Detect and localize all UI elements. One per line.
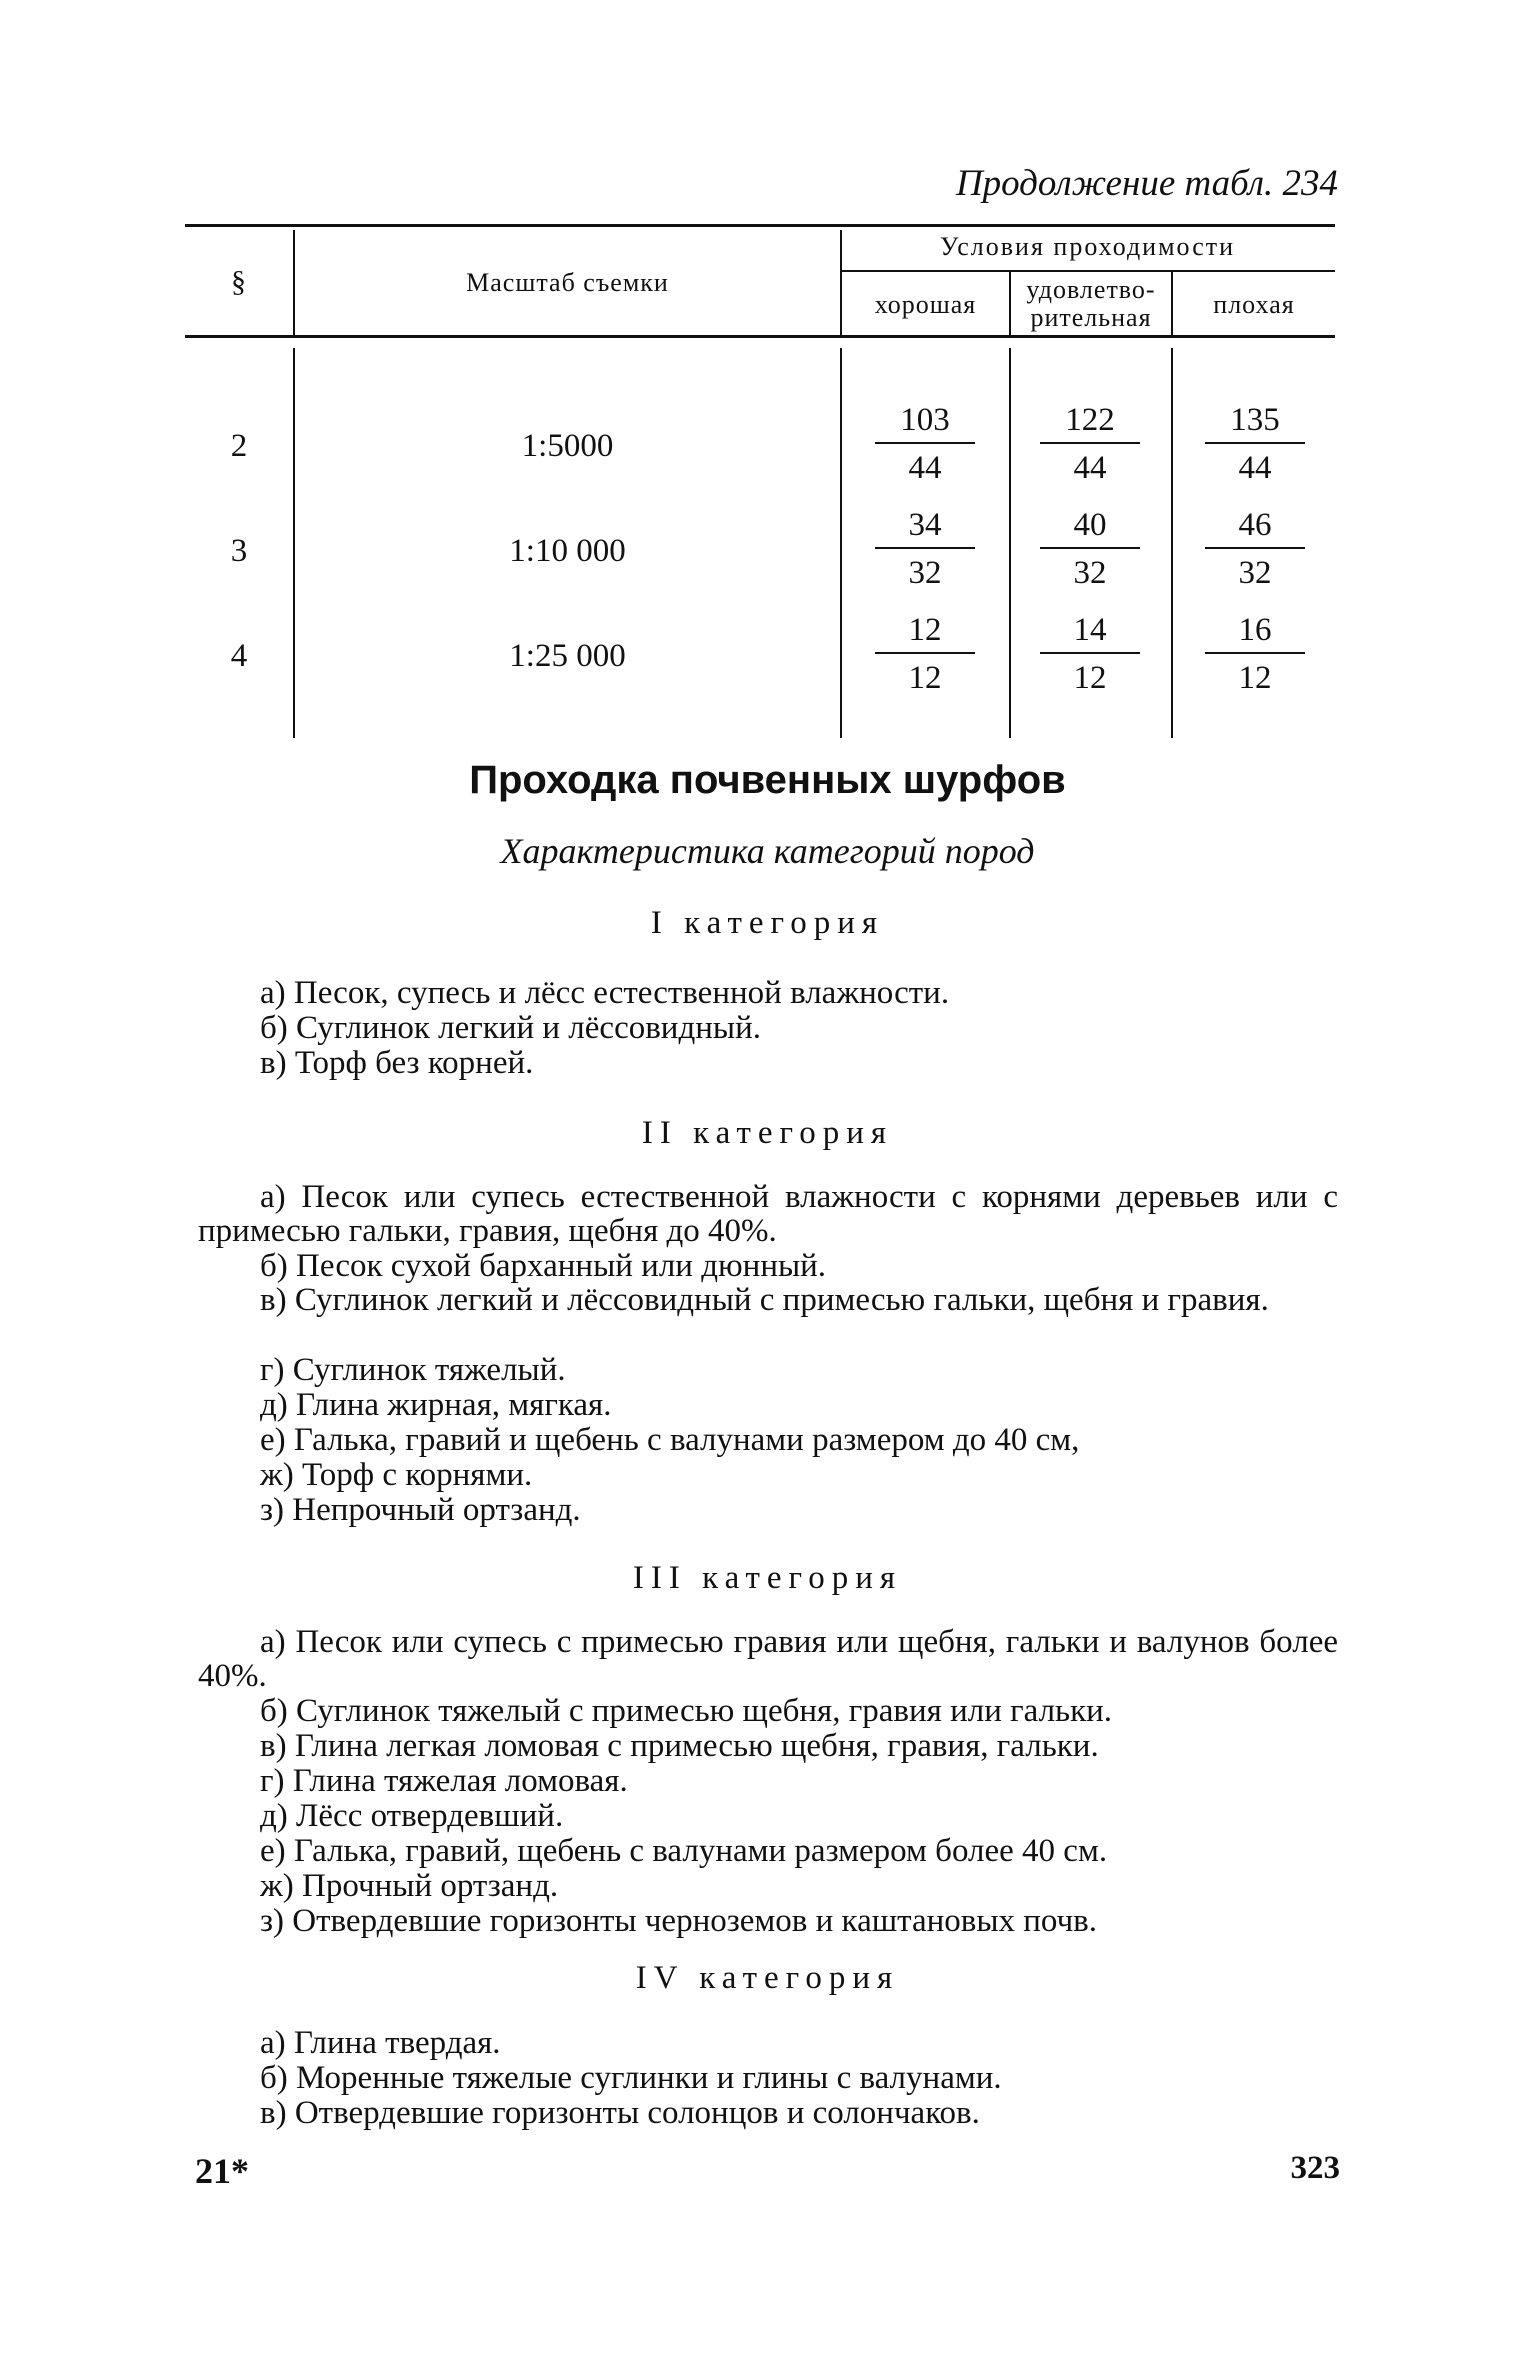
fraction-denominator: 32 (908, 555, 942, 591)
fraction-numerator: 103 (900, 402, 950, 438)
row-section: 2 (230, 428, 248, 464)
header-good: хорошая (874, 290, 977, 319)
list-item: б) Песок сухой барханный или дюнный. (260, 1248, 827, 1284)
row-section: 3 (230, 533, 248, 569)
fraction-denominator: 32 (1238, 555, 1272, 591)
section-subheading: Характеристика категорий пород (500, 831, 1035, 871)
passability-table (185, 220, 1335, 740)
page-number: 323 (1290, 2150, 1340, 2186)
fraction-denominator: 12 (908, 660, 942, 696)
header-scale: Масштаб съемки (466, 268, 669, 297)
fraction-bar (875, 547, 975, 549)
fraction-bar (1205, 547, 1305, 549)
list-item: б) Суглинок тяжелый с примесью щебня, гравия или гальки. (260, 1693, 1113, 1729)
list-item: г) Суглинок тяжелый. (260, 1352, 566, 1388)
fraction-numerator: 40 (1073, 507, 1107, 543)
row-section: 4 (230, 638, 248, 674)
row-scale: 1:10 000 (509, 533, 626, 569)
fraction-bar (875, 442, 975, 444)
fraction-denominator: 44 (1073, 450, 1107, 486)
fraction-good (875, 610, 975, 698)
header-satisfactory (1011, 276, 1171, 332)
list-item: д) Лёсс отвердевший. (260, 1798, 564, 1834)
body-divider (1009, 348, 1011, 738)
fraction-numerator: 16 (1238, 612, 1272, 648)
list-item: а) Песок, супесь и лёсс естественной влажности. (260, 975, 950, 1011)
table-caption: Продолжение табл. 234 (955, 163, 1338, 204)
fraction-numerator: 135 (1230, 402, 1280, 438)
table-top-rule (185, 224, 1335, 227)
list-item: е) Галька, гравий, щебень с валунами размером более 40 см. (260, 1833, 1108, 1869)
list-item: ж) Прочный ортзанд. (260, 1868, 559, 1904)
body-divider (840, 348, 842, 738)
fraction-satisfactory (1040, 505, 1140, 593)
list-item: з) Отвердевшие горизонты черноземов и каштановых почв. (260, 1903, 1098, 1939)
header-bottom-rule (185, 335, 1335, 338)
paragraph-item: а) Песок или супесь с примесью гравия или щебня, гальки и валунов более 40%. (198, 1624, 1338, 1694)
row-scale: 1:5000 (521, 428, 614, 464)
list-item: д) Глина жирная, мягкая. (260, 1387, 612, 1423)
fraction-bad (1205, 505, 1305, 593)
header-satisfactory-line2: рительная (1030, 303, 1152, 332)
fraction-bar (1040, 652, 1140, 654)
list-item: з) Непрочный ортзанд. (260, 1492, 581, 1528)
header-bad: плохая (1213, 290, 1295, 319)
fraction-numerator: 34 (908, 507, 942, 543)
category-3-title: III категория (632, 1560, 903, 1596)
fraction-bar (1205, 442, 1305, 444)
header-satisfactory-line1: удовлетво- (1026, 275, 1156, 304)
paragraph-item: а) Песок или супесь естественной влажности с корнями деревьев или с примесью гальки, гравия, щебня до 40%. (198, 1179, 1338, 1249)
list-item: в) Торф без корней. (260, 1045, 534, 1081)
row-scale: 1:25 000 (509, 638, 626, 674)
fraction-bad (1205, 610, 1305, 698)
fraction-bar (1205, 652, 1305, 654)
list-item: в) Отвердевшие горизонты солонцов и солончаков. (260, 2095, 980, 2131)
paragraph-item: в) Суглинок легкий и лёссовидный с примесью гальки, щебня и гравия. (260, 1282, 1269, 1318)
fraction-bar (875, 652, 975, 654)
fraction-good (875, 400, 975, 488)
fraction-numerator: 122 (1065, 402, 1115, 438)
list-item: в) Глина легкая ломовая с примесью щебня, гравия, гальки. (260, 1728, 1099, 1764)
fraction-satisfactory (1040, 610, 1140, 698)
category-1-title: I категория (650, 905, 885, 941)
fraction-numerator: 12 (908, 612, 942, 648)
category-4-title: IV категория (635, 1960, 900, 1996)
group-header-rule (840, 270, 1335, 272)
fraction-bad (1205, 400, 1305, 488)
fraction-denominator: 12 (1073, 660, 1107, 696)
fraction-numerator: 46 (1238, 507, 1272, 543)
fraction-satisfactory (1040, 400, 1140, 488)
list-item: ж) Торф с корнями. (260, 1457, 533, 1493)
fraction-numerator: 14 (1073, 612, 1107, 648)
fraction-good (875, 505, 975, 593)
fraction-denominator: 12 (1238, 660, 1272, 696)
fraction-bar (1040, 547, 1140, 549)
list-item: е) Галька, гравий и щебень с валунами размером до 40 см, (260, 1422, 1080, 1458)
header-passability: Условия проходимости (939, 232, 1236, 261)
list-item: б) Моренные тяжелые суглинки и глины с валунами. (260, 2060, 1002, 2096)
fraction-denominator: 44 (1238, 450, 1272, 486)
list-item: г) Глина тяжелая ломовая. (260, 1763, 628, 1799)
section-heading: Проходка почвенных шурфов (469, 758, 1066, 802)
list-item: а) Глина твердая. (260, 2025, 501, 2061)
fraction-denominator: 44 (908, 450, 942, 486)
body-divider (1171, 348, 1173, 738)
header-section: § (231, 265, 247, 298)
signature-mark: 21* (195, 2151, 249, 2191)
fraction-denominator: 32 (1073, 555, 1107, 591)
category-2-title: II категория (641, 1115, 894, 1151)
list-item: б) Суглинок легкий и лёссовидный. (260, 1010, 761, 1046)
fraction-bar (1040, 442, 1140, 444)
